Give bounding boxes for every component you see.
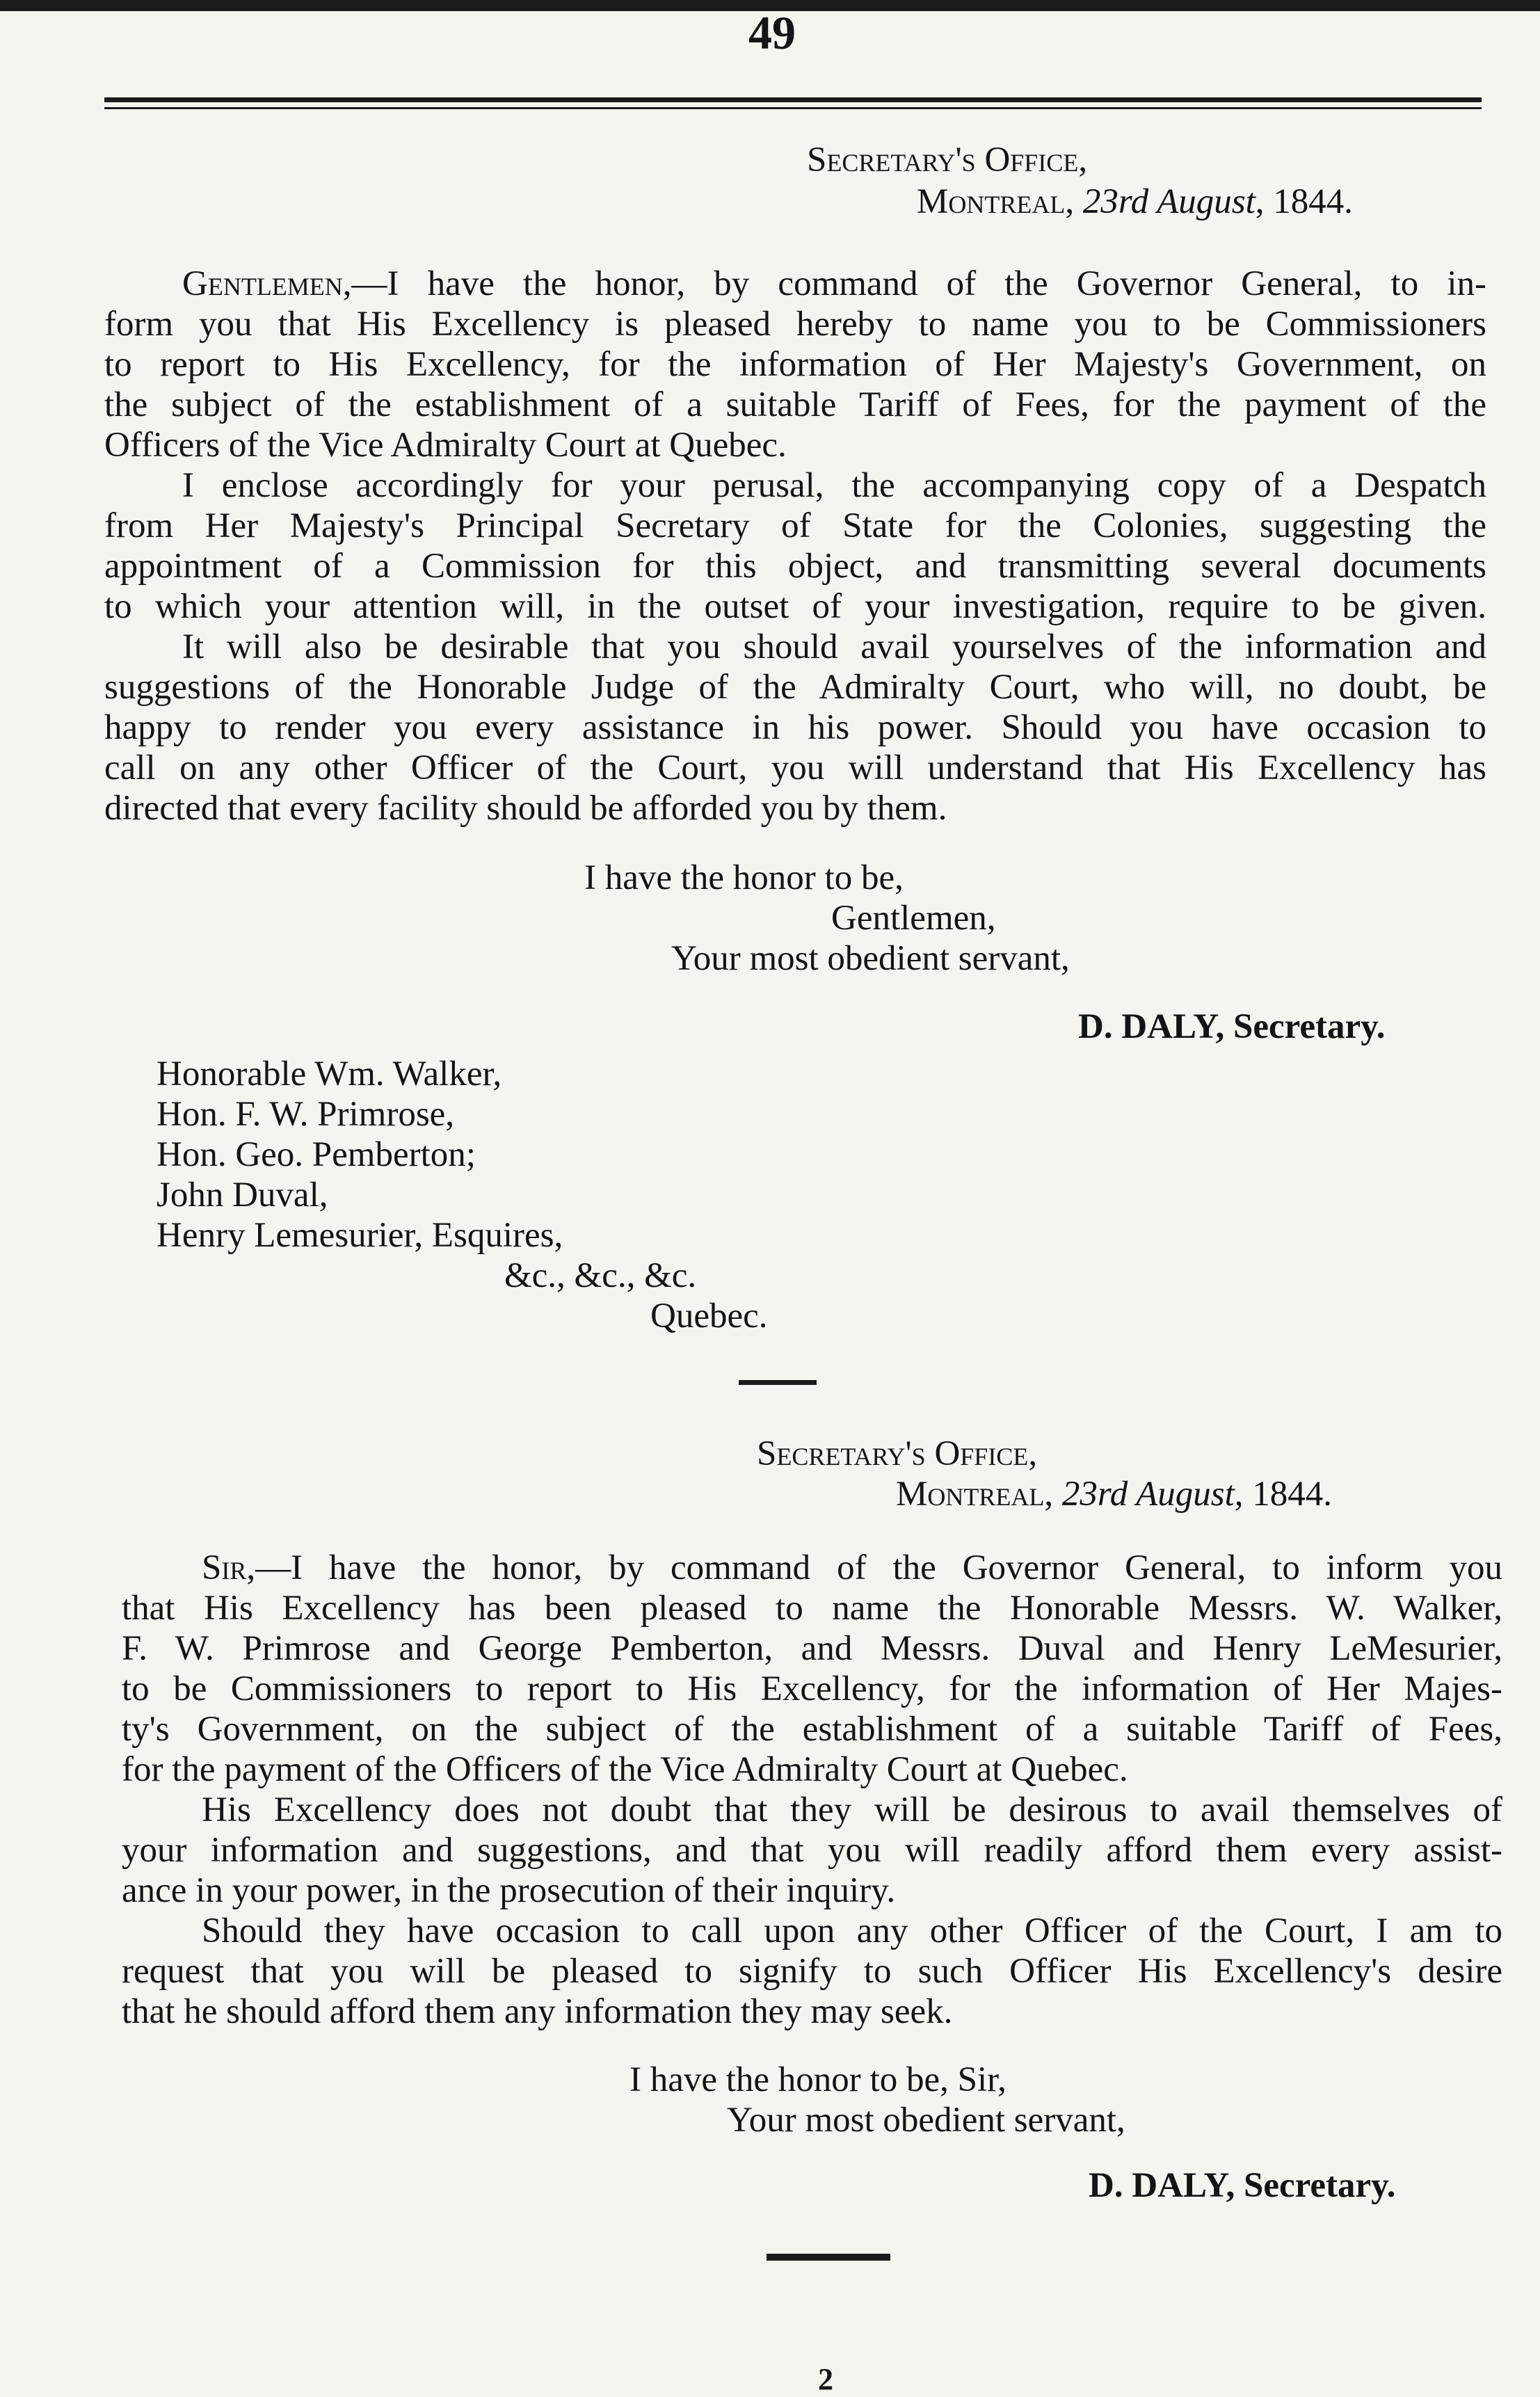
letter1-closing-1: Gentlemen, — [831, 899, 996, 938]
letter1-para3-line0: It will also be desirable that you should avail yourselves of the information and — [182, 627, 1486, 666]
letter1-para3-line1: suggestions of the Honorable Judge of the Admiralty Court, who will, no doubt, be — [104, 668, 1486, 707]
letter2-para1-line1: that His Excellency has been pleased to name the Honorable Messrs. W. Walker, — [122, 1589, 1502, 1628]
letter2-para1-line0 — [202, 1547, 1502, 1589]
letter1-date-day: 23rd August — [1082, 182, 1256, 221]
letter1-para3-line3: call on any other Officer of the Court, you will understand that His Excellency has — [104, 748, 1486, 787]
letter2-para3-line0: Should they have occasion to call upon any other Officer of the Court, I am to — [202, 1911, 1502, 1950]
addressee-0: Honorable Wm. Walker, — [157, 1055, 502, 1093]
letter2-para2-line2: ance in your power, in the prosecution of their inquiry. — [122, 1871, 896, 1910]
addressee-6: Quebec. — [650, 1297, 768, 1336]
section-separator — [739, 1380, 817, 1385]
letter1-closing-2: Your most obedient servant, — [671, 939, 1070, 978]
addressee-4: Henry Lemesurier, Esquires, — [157, 1216, 563, 1255]
letter2-date-day: 23rd August — [1061, 1475, 1235, 1514]
letter2-para2-line0: His Excellency does not doubt that they will be desirous to avail themselves of — [202, 1790, 1502, 1829]
letter2-para1-line5: for the payment of the Officers of the Vice Admiralty Court at Quebec. — [122, 1750, 1128, 1789]
closing-separator — [767, 2254, 890, 2261]
letter1-closing-0: I have the honor to be, — [584, 858, 904, 897]
letter1-para1-line2: to report to His Excellency, for the information of Her Majesty's Government, on — [104, 345, 1486, 384]
letter2-salutation: Sir, — [202, 1548, 256, 1587]
letter1-para2-line2: appointment of a Commission for this object, and transmitting several documents — [104, 547, 1486, 586]
letter1-salutation: Gentlemen, — [182, 264, 352, 303]
letter2-para1-line4: ty's Government, on the subject of the establishment of a suitable Tariff of Fees, — [122, 1710, 1502, 1749]
letter2-para2-line1: your information and suggestions, and that you will readily afford them every assist- — [122, 1831, 1502, 1870]
letter2-place: Montreal, — [896, 1475, 1054, 1514]
addressee-2: Hon. Geo. Pemberton; — [157, 1135, 476, 1174]
page-number: 49 — [748, 6, 796, 59]
signature-mark-footer: 2 — [818, 2362, 833, 2396]
letter1-para2-line1: from Her Majesty's Principal Secretary of State for the Colonies, suggesting the — [104, 506, 1486, 545]
letter2-para3-line1: request that you will be pleased to signify to such Officer His Excellency's desire — [122, 1952, 1502, 1991]
letter2-para3-line2: that he should afford them any information they may seek. — [122, 1992, 953, 2031]
letter1-dateline — [917, 181, 1353, 223]
letter1-date-year: , 1844. — [1255, 182, 1354, 221]
letter2-closing-0: I have the honor to be, Sir, — [629, 2060, 1006, 2099]
letter1-para1-line3: the subject of the establishment of a suitable Tariff of Fees, for the payment of the — [104, 385, 1486, 424]
letter1-para1-line1: form you that His Excellency is pleased hereby to name you to be Commissioners — [104, 305, 1486, 344]
letter2-para1-line3: to be Commissioners to report to His Excellency, for the information of Her Majes- — [122, 1669, 1502, 1708]
letter1-para2-line0: I enclose accordingly for your perusal, the accompanying copy of a Despatch — [182, 466, 1486, 505]
letter1-place: Montreal, — [917, 182, 1075, 221]
addressee-1: Hon. F. W. Primrose, — [157, 1095, 455, 1134]
letter2-date-year: , 1844. — [1234, 1475, 1333, 1514]
letter1-para3-line2: happy to render you every assistance in his power. Should you have occasion to — [104, 708, 1486, 747]
letter2-para1-first: —I have the honor, by command of the Governor General, to inform you — [255, 1548, 1502, 1587]
header-rule — [104, 97, 1482, 109]
letter1-para1-line0 — [182, 263, 1486, 305]
letter1-para3-line4: directed that every facility should be afforded you by them. — [104, 789, 947, 828]
letter1-office: Secretary's Office, — [807, 141, 1088, 179]
addressee-3: John Duval, — [157, 1176, 328, 1214]
addressee-5: &c., &c., &c. — [504, 1256, 697, 1295]
letter2-dateline — [896, 1473, 1332, 1515]
letter1-para1-line4: Officers of the Vice Admiralty Court at Quebec. — [104, 426, 787, 465]
letter1-para2-line3: to which your attention will, in the outset of your investigation, require to be given. — [104, 587, 1486, 626]
letter1-para1-first: —I have the honor, by command of the Governor General, to in- — [351, 264, 1486, 303]
letter2-signature: D. DALY, Secretary. — [1089, 2166, 1396, 2205]
letter2-para1-line2: F. W. Primrose and George Pemberton, and Messrs. Duval and Henry LeMesurier, — [122, 1629, 1502, 1668]
letter2-office: Secretary's Office, — [757, 1434, 1038, 1473]
letter2-closing-1: Your most obedient servant, — [727, 2101, 1125, 2140]
letter1-signature: D. DALY, Secretary. — [1078, 1007, 1386, 1046]
